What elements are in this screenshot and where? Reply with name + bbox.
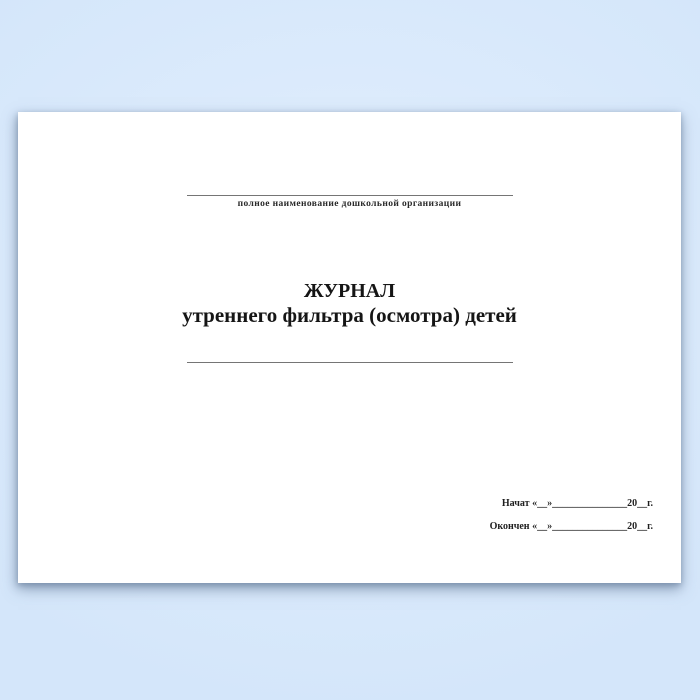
journal-subtitle: утреннего фильтра (осмотра) детей	[182, 303, 517, 327]
finished-date-line: Окончен «__»_______________20__г.	[489, 521, 653, 532]
org-name-blank-line	[187, 195, 513, 196]
subtitle-blank-line	[187, 362, 513, 363]
started-date-line: Начат «__»_______________20__г.	[501, 498, 653, 509]
journal-cover-page	[18, 112, 681, 583]
org-name-caption: полное наименование дошкольной организации	[237, 199, 462, 209]
journal-title: ЖУРНАЛ	[303, 280, 396, 302]
